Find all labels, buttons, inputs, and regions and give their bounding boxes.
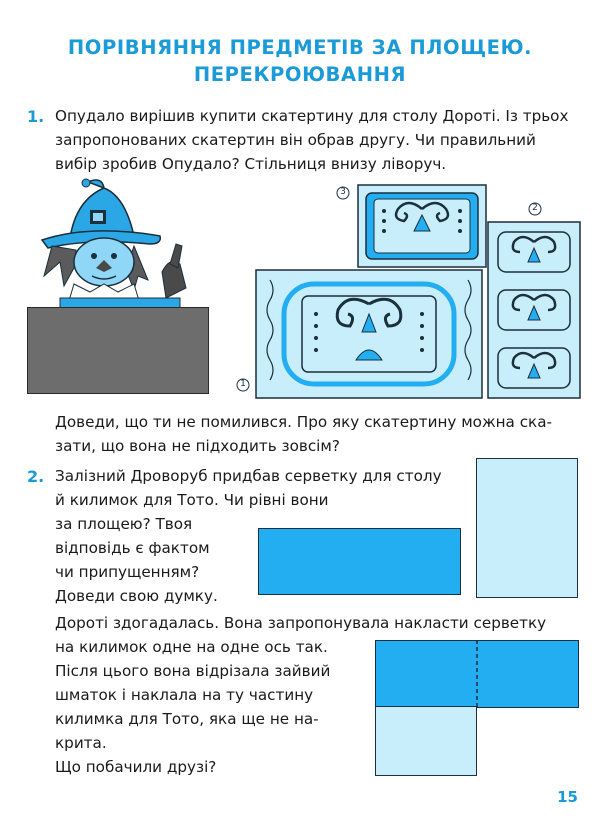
task2-line-1: Залізний Дроворуб придбав серветку для столу <box>55 467 442 485</box>
tablecloth-3 <box>358 185 486 267</box>
task1-line-1: Опудало вирішив купити скатертину для столу Дороті. Із трьох <box>55 107 569 125</box>
task2-followup-line-4: шматок і наклала на ту частину <box>55 686 314 704</box>
tablecloth-1 <box>256 270 482 398</box>
napkin <box>476 458 578 598</box>
task2-followup-line-7: Що побачили друзі? <box>55 758 217 776</box>
task1-followup-line-2: зати, що вона не підходить зовсім? <box>55 437 340 455</box>
tablecloth-2-motif-2 <box>498 290 570 330</box>
task2-line-3: за площею? Твоя <box>55 515 193 533</box>
tablecloth-2 <box>488 222 580 398</box>
task2-followup-line-2: на килимок одне на одне ось так. <box>55 638 328 656</box>
task2-followup-line-3: Після цього вона відрізала зайвий <box>55 662 331 680</box>
task1-number: 1. <box>27 107 45 126</box>
task2-line-2: й килимок для Тото. Чи рівні вони <box>55 491 329 509</box>
task1-line-3: вибір зробив Опудало? Стільниця внизу ліворуч. <box>55 155 447 173</box>
toto-mat <box>258 528 461 595</box>
page-title-line2: ПЕРЕКРОЮВАННЯ <box>193 63 407 86</box>
task2-number: 2. <box>27 467 45 486</box>
tabletop <box>27 307 209 394</box>
tablecloth-3-label: 3 <box>340 187 346 197</box>
task2-line-6: Доведи свою думку. <box>55 587 218 605</box>
task1-followup-line-1: Доведи, що ти не помилився. Про яку скатертину можна ска- <box>55 413 553 431</box>
task2-followup-line-5: килимка для Тото, яка ще не на- <box>55 710 319 728</box>
tablecloth-2-label: 2 <box>532 203 538 213</box>
tablecloth-2-motif-1 <box>498 232 570 272</box>
overlay-napkin-bottom <box>375 706 477 776</box>
page-title-line1: ПОРІВНЯННЯ ПРЕДМЕТІВ ЗА ПЛОЩЕЮ. <box>67 36 533 59</box>
scarecrow-illustration <box>30 180 210 310</box>
task2-followup-line-1: Дороті здогадалась. Вона запропонувала накласти серветку <box>55 614 547 632</box>
task1-line-2: запропонованих скатертин він обрав другу. Чи правильний <box>55 131 536 149</box>
overlay-cut-line <box>476 640 478 708</box>
tablecloth-1-label: 1 <box>240 379 246 389</box>
task2-followup-line-6: крита. <box>55 734 107 752</box>
page-number: 15 <box>557 788 578 806</box>
tablecloth-2-motif-3 <box>498 348 570 388</box>
task2-line-5: чи припущенням? <box>55 563 200 581</box>
task2-line-4: відповідь є фактом <box>55 539 210 557</box>
